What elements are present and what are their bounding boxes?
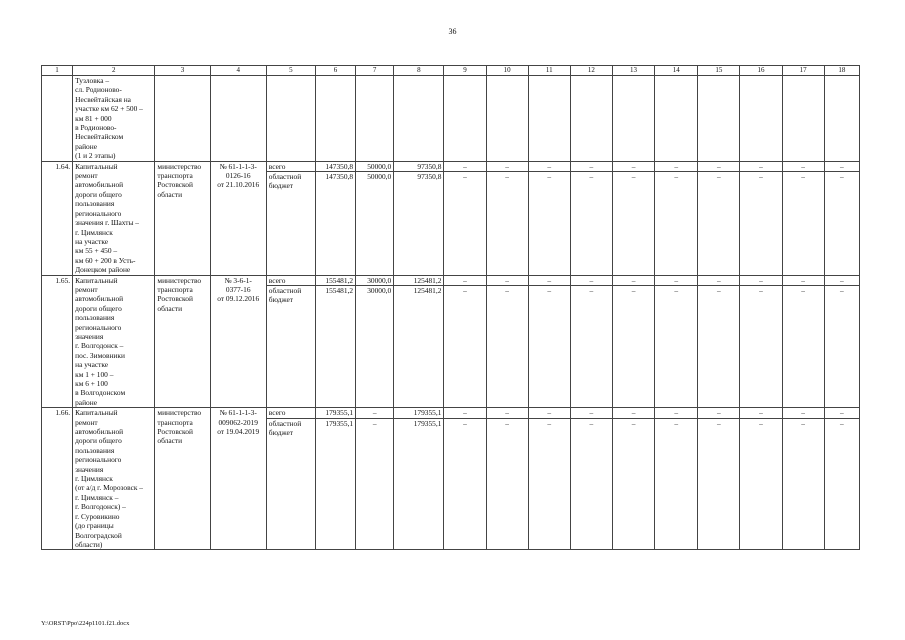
doc-line: № 3-6-1-	[224, 275, 252, 285]
dash-value: –	[613, 171, 654, 181]
dash-value: –	[487, 418, 528, 428]
row-number: 1.65.	[42, 275, 73, 408]
name-line: г. Волгодонск –	[75, 341, 124, 351]
amount-value: 97350,8	[417, 161, 442, 171]
header-row	[42, 66, 860, 76]
name-line: г. Суровикино	[75, 511, 120, 521]
header-cell: 16	[740, 66, 782, 76]
amount-value: 125481,2	[394, 285, 443, 295]
dash-value: –	[674, 161, 679, 171]
table-cell	[782, 76, 824, 162]
name-line: (от а/д г. Морозовск –	[75, 483, 143, 493]
empty-amount-cell	[528, 161, 570, 275]
amount-cell	[394, 161, 444, 275]
table-cell	[210, 76, 266, 162]
amount-value: 125481,2	[413, 275, 442, 285]
empty-amount-cell	[612, 408, 654, 550]
dash-value: –	[783, 418, 824, 428]
empty-amount-cell	[655, 275, 698, 408]
name-line: Несвейтайском	[75, 132, 124, 142]
name-line: Капитальный	[75, 275, 118, 285]
amount-value: 147350,8	[316, 171, 355, 181]
name-line: км 1 + 100 –	[75, 369, 114, 379]
document-ref	[210, 161, 266, 275]
name-line: Тузловка –	[75, 76, 110, 85]
dash-value: –	[529, 171, 570, 181]
source-budget: областной бюджет	[267, 285, 315, 305]
name-line: г. Цимлянск –	[75, 492, 119, 502]
empty-amount-cell	[612, 161, 654, 275]
empty-amount-cell	[486, 408, 528, 550]
amount-cell	[356, 408, 394, 550]
empty-amount-cell	[740, 408, 782, 550]
empty-amount-cell	[612, 275, 654, 408]
header-cell: 5	[266, 66, 315, 76]
amount-value: 155481,2	[325, 275, 354, 285]
dash-value: –	[463, 275, 467, 285]
name-line: участке км 62 + 500 –	[75, 104, 143, 114]
row-number: 1.66.	[42, 408, 73, 550]
table-cell	[73, 76, 155, 162]
dash-value: –	[444, 418, 485, 428]
dash-value: –	[613, 418, 654, 428]
object-name	[73, 275, 155, 408]
source-total: всего	[268, 275, 286, 285]
table-cell	[356, 76, 394, 162]
dash-value: –	[825, 418, 859, 428]
empty-amount-cell	[444, 408, 486, 550]
dash-value: –	[589, 408, 594, 418]
name-line: Донецком районе	[75, 265, 131, 275]
customer: министерство транспорта Ростовской области	[155, 161, 210, 275]
name-line: дороги общего	[75, 303, 122, 313]
name-line: автомобильной	[75, 294, 124, 304]
empty-amount-cell	[486, 161, 528, 275]
amount-value: 97350,8	[394, 171, 443, 181]
header-cell: 9	[444, 66, 486, 76]
dash-value: –	[740, 418, 781, 428]
header-cell: 12	[570, 66, 612, 76]
name-line: регионального	[75, 208, 122, 218]
header-cell: 7	[356, 66, 394, 76]
name-line: км 55 + 450 –	[75, 246, 118, 256]
empty-amount-cell	[782, 161, 824, 275]
empty-amount-cell	[824, 408, 859, 550]
name-line: значения	[75, 331, 104, 341]
header-cell: 11	[528, 66, 570, 76]
table-cell	[612, 76, 654, 162]
dash-value: –	[631, 408, 636, 418]
name-line: Волгоградской	[75, 530, 122, 540]
name-line: в Волгодонском	[75, 388, 126, 398]
dash-value: –	[505, 408, 509, 418]
dash-value: –	[655, 171, 697, 181]
table-cell	[394, 76, 444, 162]
table-row	[42, 408, 860, 550]
dash-value: –	[589, 161, 594, 171]
dash-value: –	[740, 285, 781, 295]
header-cell: 10	[486, 66, 528, 76]
document-ref	[210, 408, 266, 550]
object-name	[73, 408, 155, 550]
amount-value: 50000,0	[367, 161, 392, 171]
name-line: (1 и 2 этапы)	[75, 151, 116, 161]
empty-amount-cell	[740, 275, 782, 408]
customer: министерство транспорта Ростовской области	[155, 408, 210, 550]
dash-value: –	[444, 285, 485, 295]
file-path-footer: Y:\ORST\Ppo\224p1101.f21.docx	[41, 620, 130, 627]
header-cell: 2	[73, 66, 155, 76]
amount-value: 50000,0	[356, 171, 393, 181]
table-cell	[266, 76, 315, 162]
name-line: регионального	[75, 455, 122, 465]
empty-amount-cell	[570, 408, 612, 550]
name-line: г. Цимлянск	[75, 474, 113, 484]
table-cell	[444, 76, 486, 162]
dash-value: –	[463, 408, 467, 418]
table-row	[42, 161, 860, 275]
empty-amount-cell	[824, 161, 859, 275]
table-cell	[698, 76, 740, 162]
name-line: дороги общего	[75, 189, 122, 199]
doc-line: 009062-2019	[218, 417, 258, 427]
header-cell: 15	[698, 66, 740, 76]
dash-value: –	[759, 161, 763, 171]
amount-value: 179355,1	[394, 418, 443, 428]
name-line: г. Цимлянск	[75, 227, 113, 237]
dash-value: –	[655, 285, 697, 295]
table-cell	[655, 76, 698, 162]
name-line: регионального	[75, 322, 122, 332]
name-line: области)	[75, 539, 103, 549]
dash-value: –	[801, 161, 805, 171]
header-cell: 4	[210, 66, 266, 76]
empty-amount-cell	[782, 408, 824, 550]
dash-value: –	[487, 285, 528, 295]
page-number: 36	[448, 27, 457, 36]
customer: министерство транспорта Ростовской области	[155, 275, 210, 408]
dash-value: –	[571, 171, 612, 181]
name-line: районе	[75, 141, 97, 151]
dash-value: –	[631, 161, 636, 171]
name-line: Несвейтайская на	[75, 94, 131, 104]
name-line: км 6 + 100	[75, 379, 108, 388]
dash-value: –	[716, 408, 721, 418]
empty-amount-cell	[782, 275, 824, 408]
empty-amount-cell	[740, 161, 782, 275]
dash-value: –	[505, 275, 509, 285]
dash-value: –	[613, 285, 654, 295]
doc-line: от 21.10.2016	[217, 180, 260, 190]
funding-source	[266, 275, 315, 408]
dash-value: –	[698, 285, 739, 295]
amount-value: 179355,1	[325, 408, 354, 418]
table-cell	[315, 76, 355, 162]
funding-source	[266, 408, 315, 550]
empty-amount-cell	[824, 275, 859, 408]
dash-value: –	[825, 171, 859, 181]
header-cell: 6	[315, 66, 355, 76]
doc-line: 0377-16	[225, 284, 251, 294]
dash-value: –	[444, 171, 485, 181]
dash-value: –	[505, 161, 509, 171]
table-cell	[486, 76, 528, 162]
amount-cell	[356, 275, 394, 408]
amount-cell	[315, 408, 355, 550]
name-line: пользования	[75, 199, 115, 209]
dash-value: –	[631, 275, 636, 285]
amount-value: 30000,0	[356, 285, 393, 295]
name-line: районе	[75, 397, 97, 407]
doc-line: № 61-1-1-3-	[219, 161, 257, 171]
name-line: дороги общего	[75, 436, 122, 446]
empty-amount-cell	[698, 275, 740, 408]
dash-value: –	[759, 408, 763, 418]
amount-cell	[315, 275, 355, 408]
dash-value: –	[825, 285, 859, 295]
dash-value: –	[801, 275, 805, 285]
dash-value: –	[698, 171, 739, 181]
table-row	[42, 275, 860, 408]
dash-value: –	[839, 275, 844, 285]
name-line: в Родионово-	[75, 123, 117, 133]
row-number: 1.64.	[42, 161, 73, 275]
empty-amount-cell	[444, 275, 486, 408]
amount-value: 30000,0	[367, 275, 392, 285]
amount-value: 179355,1	[316, 418, 355, 428]
name-line: пользования	[75, 313, 115, 323]
amount-value: 179355,1	[413, 408, 442, 418]
name-line: значения	[75, 464, 104, 474]
name-line: на участке	[75, 360, 109, 370]
dash-value: –	[698, 418, 739, 428]
name-line: г. Волгодонск) –	[75, 502, 126, 512]
table-cell	[155, 76, 210, 162]
doc-line: 0126-16	[225, 171, 251, 181]
table-cell	[824, 76, 859, 162]
table-cell	[42, 76, 73, 162]
name-line: (до границы	[75, 521, 114, 531]
dash-value: –	[547, 161, 552, 171]
data-table	[41, 65, 860, 550]
header-cell: 14	[655, 66, 698, 76]
name-line: ремонт	[75, 284, 98, 294]
source-total: всего	[268, 408, 286, 418]
name-line: км 60 + 200 в Усть-	[75, 255, 136, 265]
name-line: км 81 + 000	[75, 113, 112, 123]
continuation-row	[42, 76, 860, 162]
dash-value: –	[759, 275, 763, 285]
funding-source	[266, 161, 315, 275]
name-line: Капитальный	[75, 408, 118, 418]
empty-amount-cell	[570, 161, 612, 275]
empty-amount-cell	[528, 408, 570, 550]
amount-cell	[394, 275, 444, 408]
header-cell: 13	[612, 66, 654, 76]
source-budget: областной бюджет	[267, 171, 315, 191]
header-cell: 1	[42, 66, 73, 76]
name-line: ремонт	[75, 171, 98, 181]
object-name	[73, 161, 155, 275]
empty-amount-cell	[655, 161, 698, 275]
amount-value: 147350,8	[325, 161, 354, 171]
dash-value: –	[839, 408, 844, 418]
dash-value: –	[674, 408, 679, 418]
empty-amount-cell	[655, 408, 698, 550]
header-cell: 8	[394, 66, 444, 76]
header-cell: 3	[155, 66, 210, 76]
amount-cell	[394, 408, 444, 550]
document-ref	[210, 275, 266, 408]
empty-amount-cell	[444, 161, 486, 275]
name-line: Капитальный	[75, 161, 118, 171]
amount-value: 155481,2	[316, 285, 355, 295]
empty-amount-cell	[486, 275, 528, 408]
dash-value: –	[716, 275, 721, 285]
name-line: на участке	[75, 236, 109, 246]
dash-value: –	[716, 161, 721, 171]
table-cell	[570, 76, 612, 162]
source-budget: областной бюджет	[267, 418, 315, 438]
amount-value: –	[372, 408, 377, 418]
table-cell	[528, 76, 570, 162]
header-cell: 18	[824, 66, 859, 76]
dash-value: –	[801, 408, 805, 418]
empty-amount-cell	[528, 275, 570, 408]
dash-value: –	[740, 171, 781, 181]
dash-value: –	[571, 285, 612, 295]
dash-value: –	[529, 285, 570, 295]
name-line: сл. Родионово-	[75, 85, 122, 95]
dash-value: –	[571, 418, 612, 428]
empty-amount-cell	[698, 408, 740, 550]
header-cell: 17	[782, 66, 824, 76]
name-line: пользования	[75, 445, 115, 455]
name-line: пос. Зимовники	[75, 350, 125, 360]
empty-amount-cell	[570, 275, 612, 408]
dash-value: –	[547, 275, 552, 285]
dash-value: –	[589, 275, 594, 285]
name-line: ремонт	[75, 417, 98, 427]
dash-value: –	[674, 275, 679, 285]
amount-cell	[315, 161, 355, 275]
table-cell	[740, 76, 782, 162]
empty-amount-cell	[698, 161, 740, 275]
name-line: значения г. Шахты –	[75, 218, 139, 228]
dash-value: –	[783, 285, 824, 295]
name-line: автомобильной	[75, 427, 124, 437]
doc-line: от 19.04.2019	[217, 427, 260, 437]
amount-value: –	[356, 418, 393, 428]
dash-value: –	[547, 408, 552, 418]
dash-value: –	[783, 171, 824, 181]
dash-value: –	[487, 171, 528, 181]
dash-value: –	[655, 418, 697, 428]
doc-line: от 09.12.2016	[217, 294, 260, 304]
name-line: автомобильной	[75, 180, 124, 190]
amount-cell	[356, 161, 394, 275]
source-total: всего	[268, 161, 286, 171]
dash-value: –	[839, 161, 844, 171]
dash-value: –	[529, 418, 570, 428]
dash-value: –	[463, 161, 467, 171]
doc-line: № 61-1-1-3-	[219, 408, 257, 418]
